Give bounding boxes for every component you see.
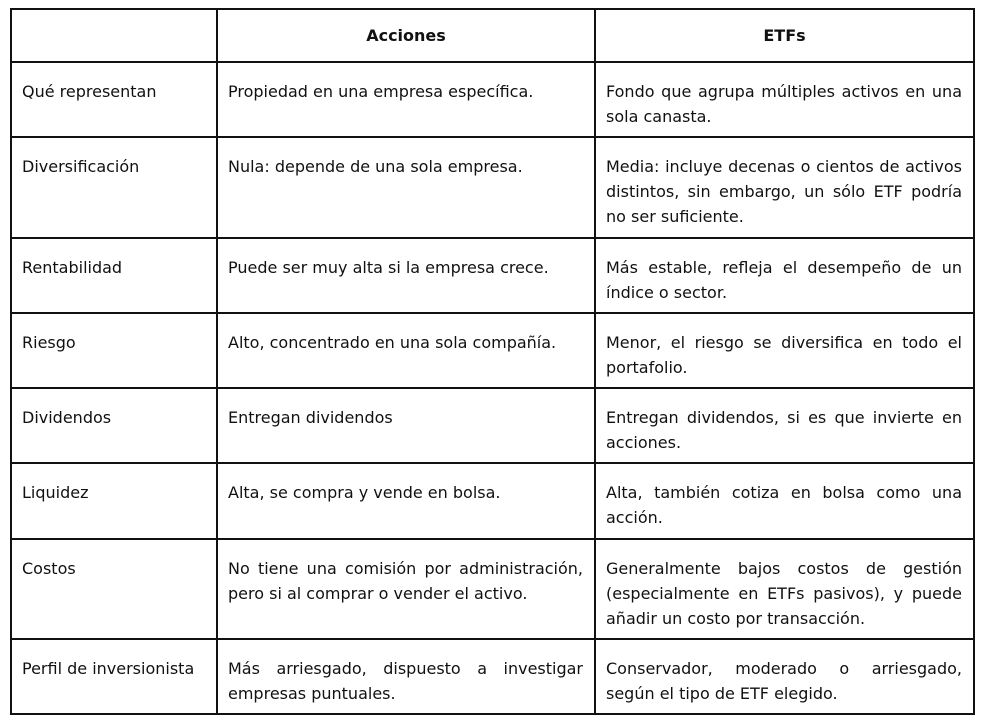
header-empty bbox=[11, 9, 217, 62]
table-row bbox=[11, 313, 974, 388]
row-label: Perfil de inversionista bbox=[11, 639, 217, 714]
etfs-cell: Conservador, moderado o arriesgado, según el tipo de ETF elegido. bbox=[595, 639, 974, 714]
header-acciones: Acciones bbox=[217, 9, 595, 62]
etfs-cell: Fondo que agrupa múltiples activos en una sola canasta. bbox=[595, 62, 974, 137]
etfs-cell: Media: incluye decenas o cientos de activos distintos, sin embargo, un sólo ETF podría no ser suficiente. bbox=[595, 137, 974, 238]
acciones-cell: Entregan dividendos bbox=[217, 388, 595, 463]
acciones-cell: Alto, concentrado en una sola compañía. bbox=[217, 313, 595, 388]
table-row bbox=[11, 639, 974, 714]
table-row bbox=[11, 62, 974, 137]
table-row bbox=[11, 388, 974, 463]
header-row bbox=[11, 9, 974, 62]
acciones-cell: Puede ser muy alta si la empresa crece. bbox=[217, 238, 595, 313]
etfs-cell: Generalmente bajos costos de gestión (especialmente en ETFs pasivos), y puede añadir un costo por transacción. bbox=[595, 539, 974, 639]
etfs-cell: Alta, también cotiza en bolsa como una acción. bbox=[595, 463, 974, 539]
etfs-cell: Menor, el riesgo se diversifica en todo el portafolio. bbox=[595, 313, 974, 388]
row-label: Costos bbox=[11, 539, 217, 639]
row-label: Qué representan bbox=[11, 62, 217, 137]
etfs-cell: Entregan dividendos, si es que invierte en acciones. bbox=[595, 388, 974, 463]
table-row bbox=[11, 539, 974, 639]
row-label: Rentabilidad bbox=[11, 238, 217, 313]
row-label: Liquidez bbox=[11, 463, 217, 539]
acciones-cell: Alta, se compra y vende en bolsa. bbox=[217, 463, 595, 539]
row-label: Diversificación bbox=[11, 137, 217, 238]
row-label: Dividendos bbox=[11, 388, 217, 463]
acciones-cell: Propiedad en una empresa específica. bbox=[217, 62, 595, 137]
header-etfs: ETFs bbox=[595, 9, 974, 62]
table-row bbox=[11, 463, 974, 539]
acciones-cell: No tiene una comisión por administración, pero si al comprar o vender el activo. bbox=[217, 539, 595, 639]
comparison-table bbox=[10, 8, 975, 715]
row-label: Riesgo bbox=[11, 313, 217, 388]
acciones-cell: Nula: depende de una sola empresa. bbox=[217, 137, 595, 238]
table-row bbox=[11, 137, 974, 238]
etfs-cell: Más estable, refleja el desempeño de un índice o sector. bbox=[595, 238, 974, 313]
table-row bbox=[11, 238, 974, 313]
acciones-cell: Más arriesgado, dispuesto a investigar empresas puntuales. bbox=[217, 639, 595, 714]
